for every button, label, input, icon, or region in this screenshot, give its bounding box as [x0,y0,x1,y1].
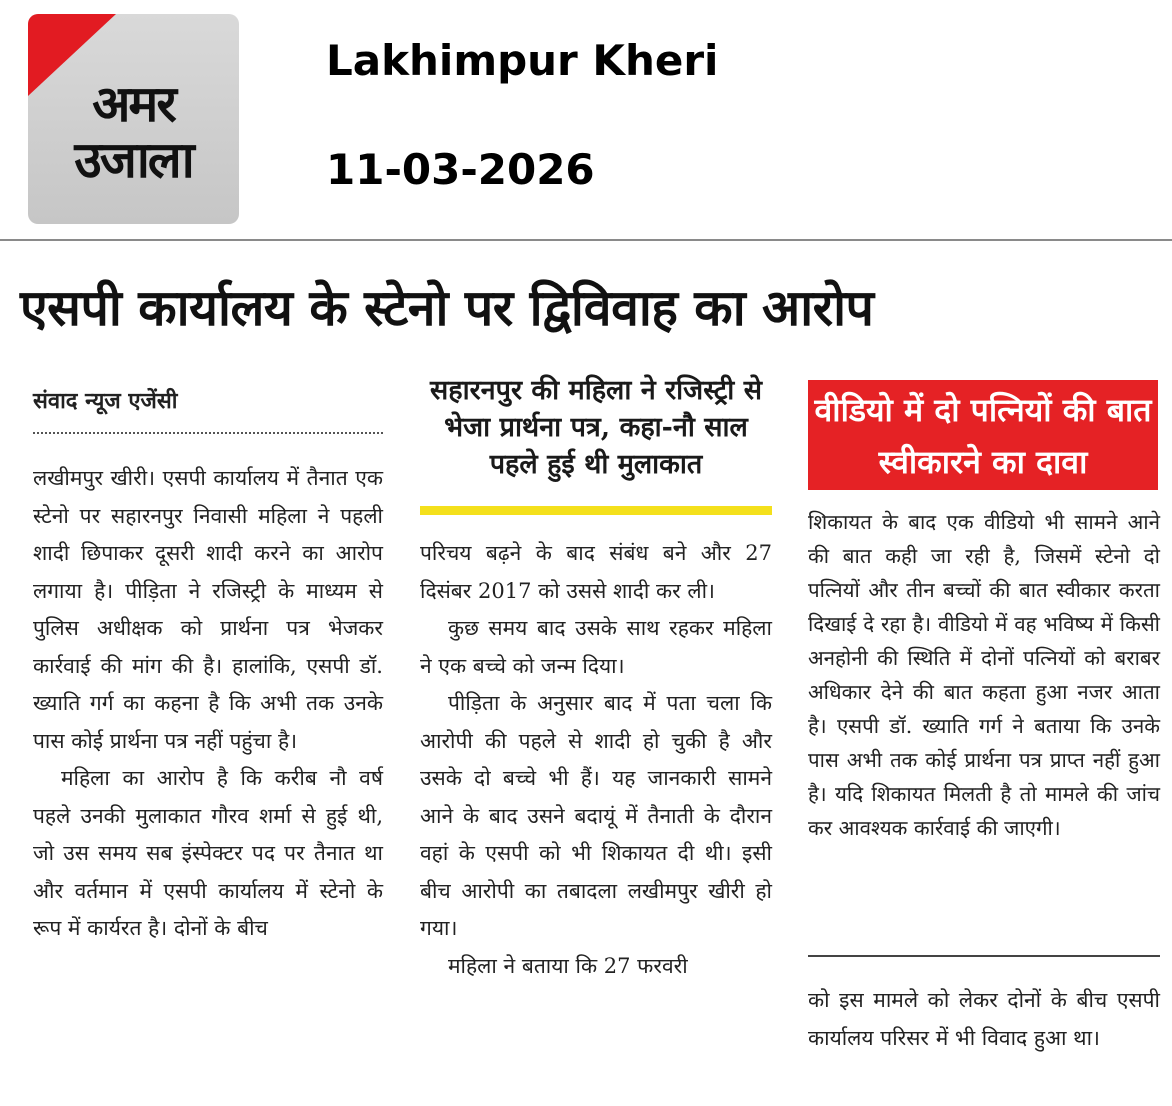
column-2-paragraph: पीड़िता के अनुसार बाद में पता चला कि आरोपी की पहले से शादी हो चुकी है और उसके दो बच्चे भी हैं। यह जानकारी सामने आने के बाद उसने बदायूं में तैनाती के दौरान वहां के एसपी को भी शिकायत दी थी। इसी बीच आरोपी का तबादला लखीमपुर खीरी हो गया। [420,691,772,940]
column-2-body [420,535,772,985]
edition-date: 11-03-2026 [326,145,595,194]
header-divider [0,239,1172,241]
column-3-paragraph: शिकायत के बाद एक वीडियो भी सामने आने की बात कही जा रही है, जिसमें स्टेनो दो पत्नियों और तीन बच्चों की बात स्वीकार करता दिखाई दे रहा है। वीडियो में वह भविष्य में किसी अनहोनी की स्थिति में दोनों पत्नियों को बराबर अधिकार देने की बात कहता हुआ नजर आता है। एसपी डॉ. ख्याति गर्ग ने बताया कि उनके पास अभी तक कोई प्रार्थना पत्र प्राप्त नहीं हुआ है। यदि शिकायत मिलती है तो मामले की जांच कर आवश्यक कार्रवाई की जाएगी। [808,510,1160,840]
column-2-paragraph: महिला ने बताया कि 27 फरवरी [448,953,688,978]
column-2-paragraph: कुछ समय बाद उसके साथ रहकर महिला ने एक बच्चे को जन्म दिया। [420,616,772,678]
logo-line-1: अमर [92,75,175,133]
byline-divider [33,432,383,434]
logo-line-2: उजाला [74,131,193,189]
edition-city: Lakhimpur Kheri [326,36,719,85]
amar-ujala-logo [28,14,239,224]
article-headline: एसपी कार्यालय के स्टेनो पर द्विविवाह का आरोप [20,278,874,337]
byline: संवाद न्यूज एजेंसी [33,388,178,414]
column-3-continuation [808,982,1160,1057]
column-1-body [33,460,383,948]
column-1-paragraph: महिला का आरोप है कि करीब नौ वर्ष पहले उनकी मुलाकात गौरव शर्मा से हुई थी, जो उस समय सब इंस्पेक्टर पद पर तैनात था और वर्तमान में एसपी कार्यालय में स्टेनो के रूप में कार्यरत है। दोनों के बीच [33,766,383,940]
column-3-divider [808,955,1160,957]
column-2-subheadline: सहारनपुर की महिला ने रजिस्ट्री से भेजा प्रार्थना पत्र, कहा-नौ साल पहले हुई थी मुलाकात [430,375,762,480]
subheadline-yellow-bar [420,506,772,515]
sidebar-red-headline: वीडियो में दो पत्नियों की बात स्वीकारने का दावा [808,380,1158,490]
column-1-paragraph: लखीमपुर खीरी। एसपी कार्यालय में तैनात एक स्टेनो पर सहारनपुर निवासी महिला ने पहली शादी छिपाकर दूसरी शादी करने का आरोप लगाया है। पीड़िता ने रजिस्ट्री के माध्यम से पुलिस अधीक्षक को प्रार्थना पत्र भेजकर कार्रवाई की मांग की है। हालांकि, एसपी डॉ. ख्याति गर्ग का कहना है कि अभी तक उनके पास कोई प्रार्थना पत्र नहीं पहुंचा है। [33,466,383,753]
column-3-paragraph: को इस मामले को लेकर दोनों के बीच एसपी कार्यालय परिसर में भी विवाद हुआ था। [808,988,1160,1050]
column-3-body [808,505,1160,845]
column-2-paragraph: परिचय बढ़ने के बाद संबंध बने और 27 दिसंबर 2017 को उससे शादी कर ली। [420,541,772,603]
